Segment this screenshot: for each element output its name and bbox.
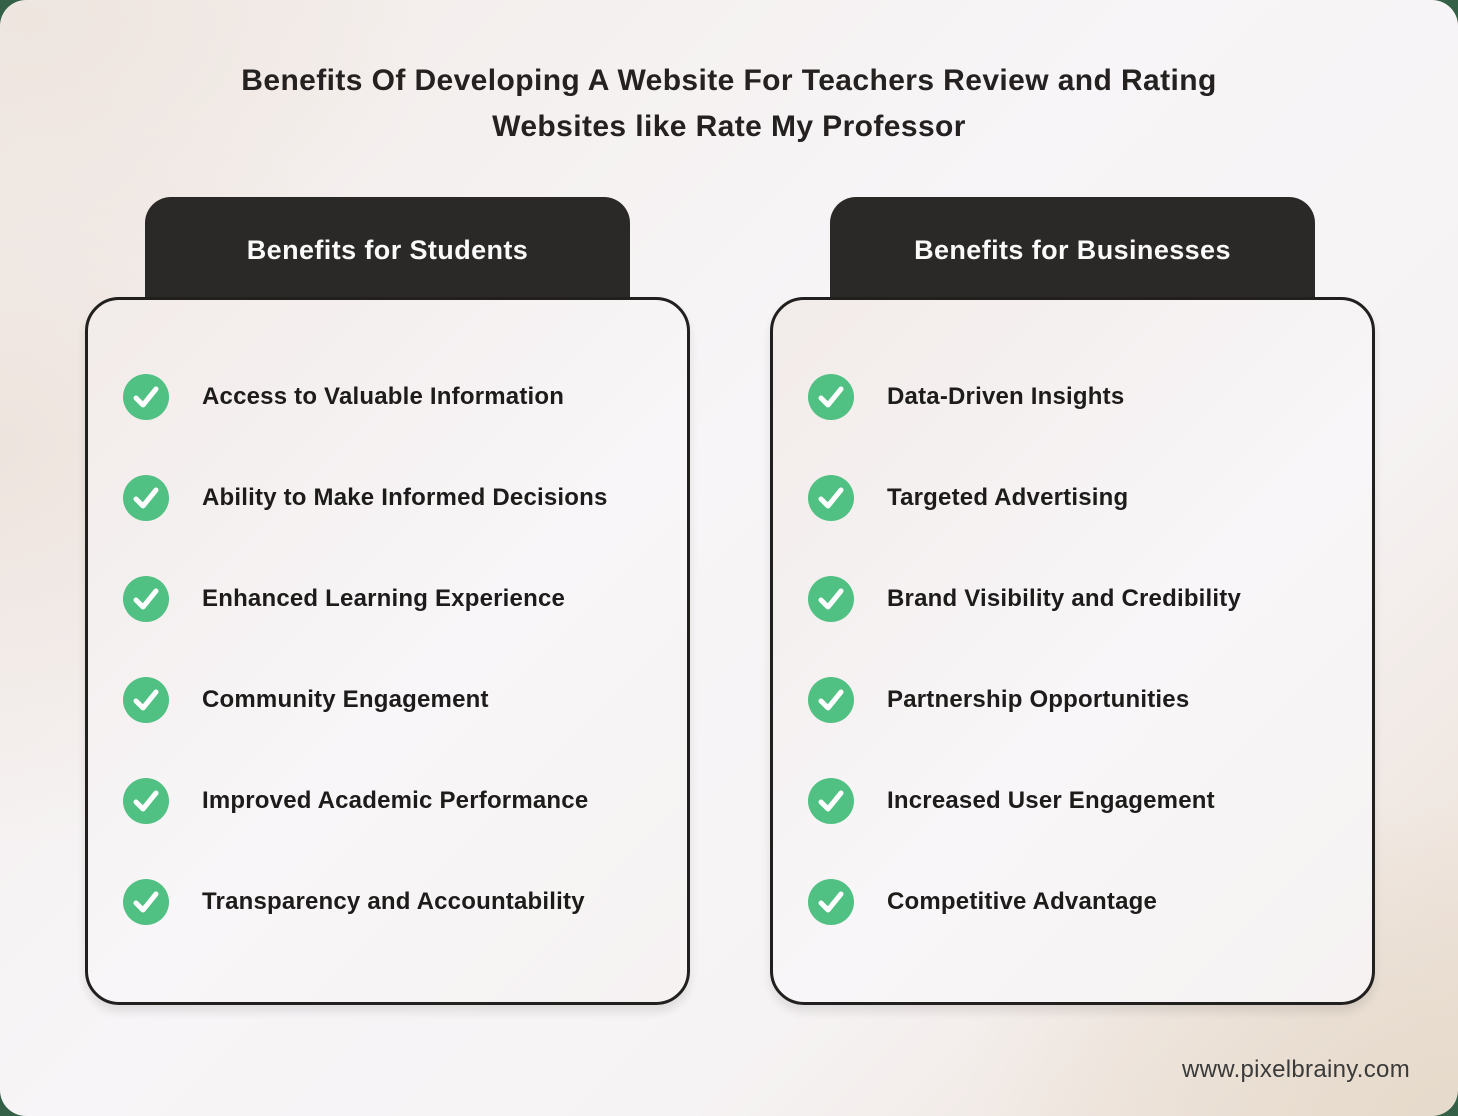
list-item <box>808 576 1354 622</box>
list-item-label: Targeted Advertising <box>887 484 1129 511</box>
check-icon <box>123 475 169 521</box>
list-item <box>123 475 669 521</box>
page-title-line1: Benefits Of Developing A Website For Teachers Review and Rating <box>241 64 1217 97</box>
list-item <box>808 374 1354 420</box>
list-item <box>808 879 1354 925</box>
check-icon <box>808 677 854 723</box>
students-header-label: Benefits for Students <box>246 235 529 265</box>
check-icon <box>123 778 169 824</box>
check-icon <box>808 475 854 521</box>
website-url: www.pixelbrainy.com <box>1182 1056 1410 1083</box>
list-item-label: Ability to Make Informed Decisions <box>202 484 608 511</box>
list-item-label: Increased User Engagement <box>887 787 1215 814</box>
check-icon <box>123 677 169 723</box>
businesses-header-label: Benefits for Businesses <box>914 235 1231 265</box>
list-item <box>123 879 669 925</box>
list-item <box>123 778 669 824</box>
list-item-label: Brand Visibility and Credibility <box>887 585 1242 612</box>
list-item <box>123 374 669 420</box>
list-item <box>808 475 1354 521</box>
students-card <box>85 297 690 1005</box>
list-item <box>808 677 1354 723</box>
list-item-label: Access to Valuable Information <box>202 383 565 410</box>
check-icon <box>808 879 854 925</box>
page-title <box>0 58 1458 150</box>
list-item-label: Partnership Opportunities <box>887 686 1190 713</box>
check-icon <box>808 576 854 622</box>
businesses-benefits-list <box>808 374 1354 925</box>
column-businesses <box>770 197 1375 1007</box>
list-item <box>123 576 669 622</box>
list-item <box>123 677 669 723</box>
list-item-label: Data-Driven Insights <box>887 383 1125 410</box>
check-icon <box>123 374 169 420</box>
check-icon <box>123 879 169 925</box>
check-icon <box>123 576 169 622</box>
check-icon <box>808 778 854 824</box>
column-students <box>85 197 690 1007</box>
page-title-line2: Websites like Rate My Professor <box>492 110 966 143</box>
list-item-label: Enhanced Learning Experience <box>202 585 566 612</box>
businesses-card <box>770 297 1375 1005</box>
students-benefits-list <box>123 374 669 925</box>
list-item-label: Community Engagement <box>202 686 489 713</box>
check-icon <box>808 374 854 420</box>
list-item-label: Improved Academic Performance <box>202 787 589 814</box>
list-item <box>808 778 1354 824</box>
list-item-label: Competitive Advantage <box>887 888 1158 915</box>
list-item-label: Transparency and Accountability <box>202 888 585 915</box>
